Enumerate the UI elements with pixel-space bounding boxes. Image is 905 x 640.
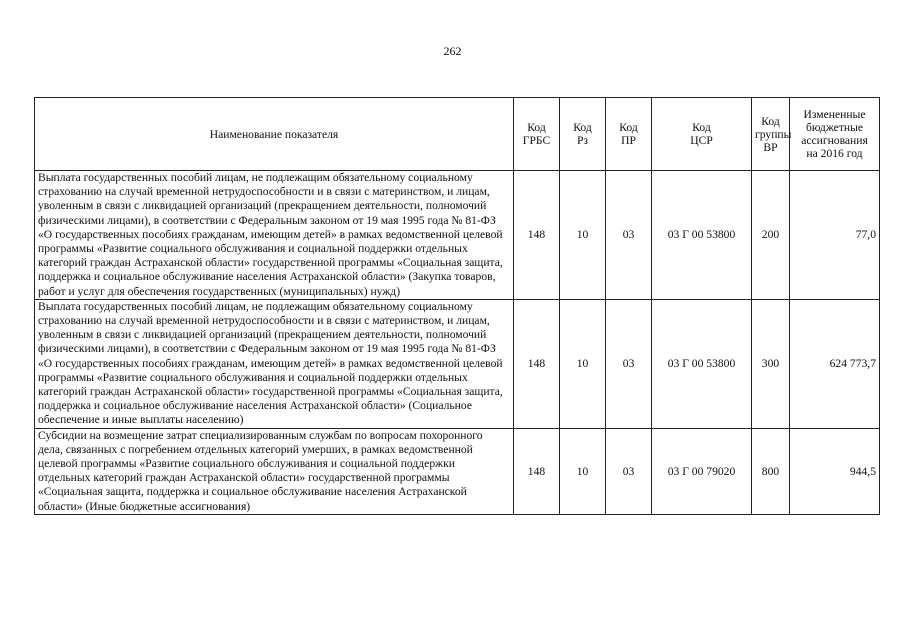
- header-amount: Измененные бюджетные ассигнования на 2016 год: [790, 98, 880, 171]
- row-grbs: 148: [514, 299, 560, 428]
- row-pr: 03: [606, 171, 652, 300]
- table-row: [35, 299, 880, 428]
- header-row: [35, 98, 880, 171]
- page-number: 262: [443, 44, 462, 58]
- row-amount: 624 773,7: [790, 299, 880, 428]
- header-vr: Код группы ВР: [752, 98, 790, 171]
- row-grbs: 148: [514, 171, 560, 300]
- row-name: Субсидии на возмещение затрат специализированным службам по вопросам похоронного дела, связанных с погребением отдельных категорий умерших, в рамках ведомственной целевой программы «Развитие социального обслуживания и социальной поддержки отдельных категорий граждан Астраханской области» государственной программы «Социальная защита, поддержка и социальное обслуживание населения Астраханской области» (Иные бюджетные ассигнования): [35, 428, 514, 514]
- table-row: [35, 171, 880, 300]
- row-vr: 800: [752, 428, 790, 514]
- row-name: Выплата государственных пособий лицам, не подлежащим обязательному социальному страхованию на случай временной нетрудоспособности и в связи с материнством, и лицам, уволенным в связи с ликвидацией организаций (прекращением деятельности, полномочий физическими лицами), в соответствии с Федеральным законом от 19 мая 1995 года № 81-ФЗ «О государственных пособиях гражданам, имеющим детей» в рамках ведомственной целевой программы «Развитие социального обслуживания и социальной поддержки отдельных категорий граждан Астраханской области» государственной программы «Социальная защита, поддержка и социальное обслуживание населения Астраханской области» (Социальное обеспечение и иные выплаты населению): [35, 299, 514, 428]
- header-pr: Код ПР: [606, 98, 652, 171]
- row-rz: 10: [560, 428, 606, 514]
- row-vr: 300: [752, 299, 790, 428]
- row-csr: 03 Г 00 53800: [652, 299, 752, 428]
- row-csr: 03 Г 00 53800: [652, 171, 752, 300]
- header-name: Наименование показателя: [35, 98, 514, 171]
- row-rz: 10: [560, 299, 606, 428]
- row-amount: 944,5: [790, 428, 880, 514]
- row-grbs: 148: [514, 428, 560, 514]
- header-grbs: Код ГРБС: [514, 98, 560, 171]
- row-vr: 200: [752, 171, 790, 300]
- row-amount: 77,0: [790, 171, 880, 300]
- row-name: Выплата государственных пособий лицам, не подлежащим обязательному социальному страхованию на случай временной нетрудоспособности и в связи с материнством, и лицам, уволенным в связи с ликвидацией организаций (прекращением деятельности, полномочий физическими лицами), в соответствии с Федеральным законом от 19 мая 1995 года № 81-ФЗ «О государственных пособиях гражданам, имеющим детей» в рамках ведомственной целевой программы «Развитие социального обслуживания и социальной поддержки отдельных категорий граждан Астраханской области» государственной программы «Социальная защита, поддержка и социальное обслуживание населения Астраханской области» (Закупка товаров, работ и услуг для обеспечения государственных (муниципальных) нужд): [35, 171, 514, 300]
- budget-table: [34, 97, 880, 515]
- row-csr: 03 Г 00 79020: [652, 428, 752, 514]
- header-rz: Код Рз: [560, 98, 606, 171]
- header-csr: Код ЦСР: [652, 98, 752, 171]
- row-pr: 03: [606, 428, 652, 514]
- row-pr: 03: [606, 299, 652, 428]
- table-row: [35, 428, 880, 514]
- row-rz: 10: [560, 171, 606, 300]
